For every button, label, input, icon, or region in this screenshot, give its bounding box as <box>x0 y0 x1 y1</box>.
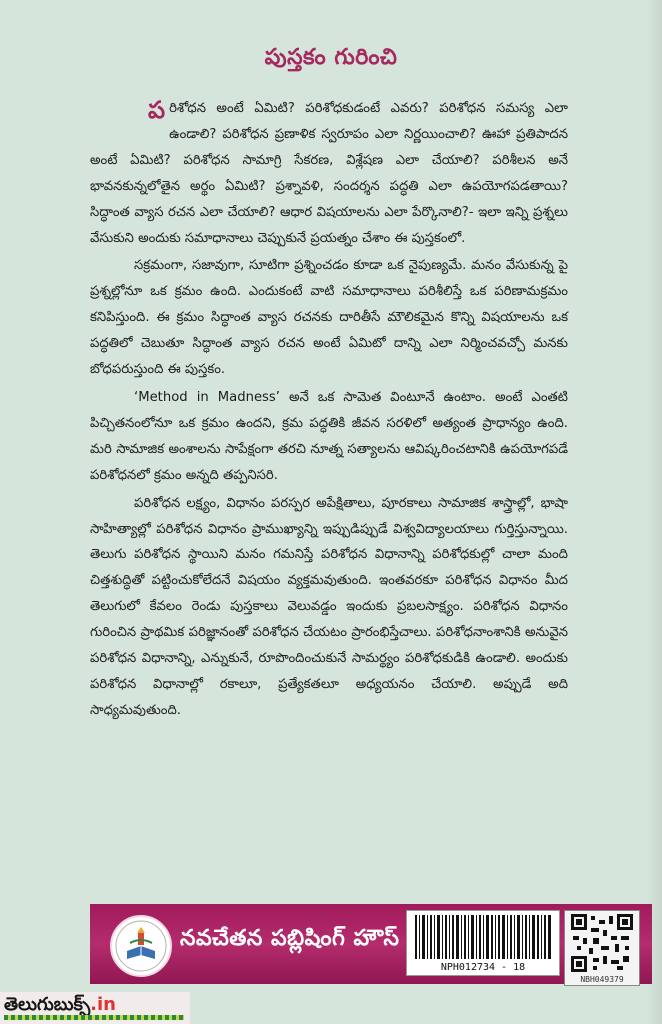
publisher-logo-book-icon <box>110 915 172 977</box>
paragraph-1-text: రిశోధన అంటే ఏమిటి? పరిశోధకుడంటే ఎవరు? పరిశోధన సమస్య ఎలా ఉండాలి? పరిశోధన ప్రణాళిక స్వరూపం ఎలా నిర్ణయించాలి? ఊహా ప్రతిపాదన అంటే ఏమిటి? పరిశోధన సామాగ్రి సేకరణ, విశ్లేషణ ఎలా చేయాలి? పరిశీలన అనే భావనకున్నలోతైన అర్థం ఏమిటి? ప్రశ్నావళి, సందర్శన పద్ధతి ఎలా ఉపయోగపడతాయి? సిద్ధాంత వ్యాస రచన ఎలా చేయాలి? ఆధార విషయాలను ఎలా పేర్కొనాలి?- ఇలా ఇన్ని ప్రశ్నలు వేసుకుని అందుకు సమాధానాలు చెప్పుకునే ప్రయత్నం చేశాం ఈ పుస్తకంలో. <box>90 101 568 246</box>
paragraph-3: ‘Method in Madness’ అనే ఒక సామెత వింటూనే ఉంటాం. అంటే ఎంతటి పిచ్చితనంలోనూ ఒక క్రమం ఉందని, క్రమ పద్ధతికి జీవన సరళిలో అత్యంత ప్రాధాన్యం ఉంది. మరి సామాజిక అంశాలను సాపేక్షంగా తరచి నూత్న సత్యాలను ఆవిష్కరించటానికి ఉపయోగపడే పరిశోధనలో క్రమం అన్నది తప్పనిసరి. <box>90 389 568 483</box>
site-watermark <box>0 992 190 1024</box>
paragraph-2: సక్రమంగా, సజావుగా, సూటిగా ప్రశ్నించడం కూడా ఒక నైపుణ్యమే. మనం వేసుకున్న పై ప్రశ్నల్లోనూ ఒక క్రమం ఉంది. ఎందుకంటే వాటి సమాధానాలు పరిశీలిస్తే ఒక పరిణామక్రమం కనిపిస్తుంది. ఈ క్రమం సిద్ధాంత వ్యాస రచనకు దారితీసే మౌలికమైన కొన్ని విషయాలను ఒక పద్ధతిలో చెబుతూ సిద్ధాంత వ్యాస రచన అంటే ఏమిటో దాన్ని ఎలా నిర్మించవచ్చో మనకు బోధపరుస్తుంది ఈ పుస్తకం. <box>90 258 568 378</box>
qr-code-label: NBH049379 <box>580 975 624 984</box>
watermark-domain: .in <box>90 994 116 1015</box>
publisher-banner <box>90 904 652 984</box>
watermark-main: తెలుగుబుక్స్ <box>4 994 91 1015</box>
qr-code <box>564 910 640 986</box>
drop-cap: ప <box>148 96 166 124</box>
barcode-number: NPH012734 - 18 <box>440 962 526 973</box>
page-edge-shade <box>648 0 662 1024</box>
publisher-name: నవచేతన పబ్లిషింగ్ హౌస్ <box>180 926 400 951</box>
paragraph-1 <box>90 96 568 251</box>
page-title: పుస్తకం గురించి <box>264 45 398 70</box>
about-book-text <box>90 96 568 726</box>
isbn-barcode <box>406 910 560 976</box>
paragraph-4: పరిశోధన లక్ష్యం, విధానం పరస్పర అపేక్షితాలు, పూరకాలు సామాజిక శాస్త్రాల్లో, భాషా సాహిత్యాల్లో పరిశోధన విధానం ప్రాముఖ్యాన్ని ఇప్పుడిప్పుడే విశ్వవిద్యాలయాలు గుర్తిస్తున్నాయి. తెలుగు పరిశోధన స్థాయిని మనం గమనిస్తే పరిశోధన విధానాన్ని పరిశోధకుల్లో చాలా మంది చిత్తశుద్ధితో పట్టించుకోలేదనే విషయం వ్యక్తమవుతుంది. ఇంతవరకూ పరిశోధన విధానం మీద తెలుగులో కేవలం రెండు పుస్తకాలు వెలువడ్డం ఇందుకు ప్రబలసాక్ష్యం. పరిశోధన విధానం గురించిన ప్రాథమిక పరిజ్ఞానంతో పరిశోధన చేయటం ప్రారంభిస్తేచాలు. పరిశోధనాంశానికి అనువైన పరిశోధన విధానాన్ని, ఎన్నుకునే, రూపొందించుకునే సామర్థ్యం పరిశోధకుడికి ఉండాలి. అందుకు పరిశోధన విధానాల్లో రకాలూ, ప్రత్యేకతలూ అధ్యయనం చేయాలి. అప్పుడే అది సాధ్యమవుతుంది. <box>90 495 568 718</box>
watermark-strip <box>4 1015 184 1020</box>
